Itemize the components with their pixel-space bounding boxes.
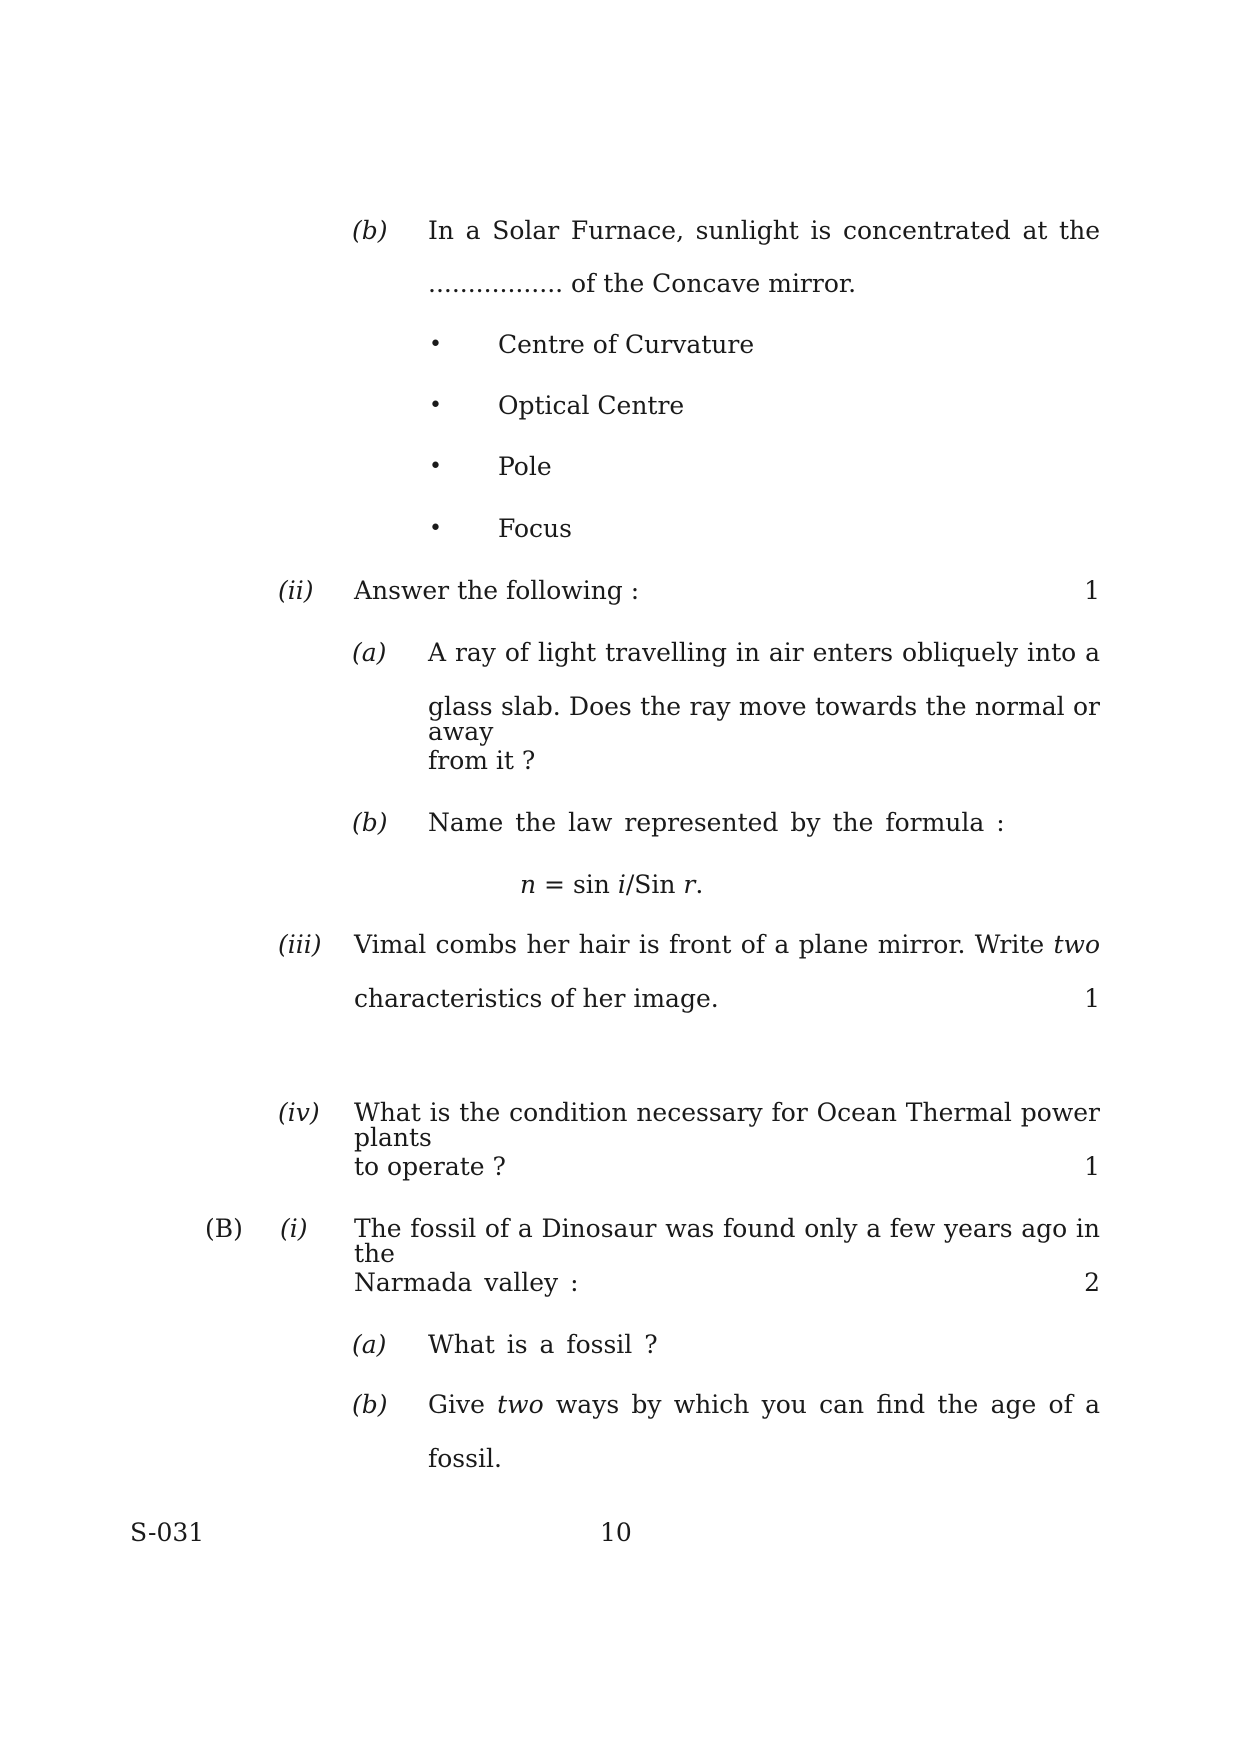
formula-var: r bbox=[683, 870, 696, 899]
question-label: (i) bbox=[280, 1214, 308, 1243]
marks: 1 bbox=[1084, 576, 1100, 605]
bullet-icon: • bbox=[429, 393, 442, 418]
page-number: 10 bbox=[600, 1518, 632, 1547]
question-label: (b) bbox=[352, 1390, 388, 1419]
emphasis: two bbox=[497, 1390, 544, 1419]
question-text: Narmada valley : bbox=[354, 1268, 579, 1297]
formula-part: = sin bbox=[536, 870, 618, 899]
paper-code: S-031 bbox=[130, 1518, 205, 1547]
marks: 1 bbox=[1084, 1152, 1100, 1181]
marks: 1 bbox=[1084, 984, 1100, 1013]
option-item: Focus bbox=[498, 514, 572, 543]
bullet-icon: • bbox=[429, 516, 442, 541]
question-label: (a) bbox=[352, 638, 387, 667]
question-label: (b) bbox=[352, 808, 388, 837]
question-text: characteristics of her image. bbox=[354, 984, 719, 1013]
question-text: The fossil of a Dinosaur was found only a few years ago in the bbox=[354, 1214, 1100, 1268]
bullet-icon: • bbox=[429, 454, 442, 479]
question-text bbox=[428, 1392, 1100, 1417]
formula-var: i bbox=[617, 870, 626, 899]
question-text: In a Solar Furnace, sunlight is concentrated at the bbox=[428, 216, 1100, 245]
text-part: ways by which you can find the age of a bbox=[555, 1390, 1100, 1419]
section-label: (B) bbox=[205, 1214, 243, 1243]
question-text: fossil. bbox=[428, 1444, 502, 1473]
question-text: ................. of the Concave mirror. bbox=[428, 269, 857, 298]
question-label: (iii) bbox=[278, 930, 322, 959]
question-text: What is a fossil ? bbox=[428, 1330, 658, 1359]
question-label: (ii) bbox=[278, 576, 314, 605]
formula-var: n bbox=[520, 870, 537, 899]
question-text: from it ? bbox=[428, 746, 536, 775]
question-text: Name the law represented by the formula : bbox=[428, 808, 1005, 837]
question-text: glass slab. Does the ray move towards the normal or away bbox=[428, 692, 1100, 746]
text-part: Vimal combs her hair is front of a plane mirror. Write bbox=[354, 930, 1045, 959]
formula-part: /Sin bbox=[625, 870, 684, 899]
question-text: to operate ? bbox=[354, 1152, 506, 1181]
option-item: Centre of Curvature bbox=[498, 330, 755, 359]
option-item: Optical Centre bbox=[498, 391, 685, 420]
bullet-icon: • bbox=[429, 332, 442, 357]
marks: 2 bbox=[1084, 1268, 1100, 1297]
question-text: Answer the following : bbox=[354, 576, 640, 605]
option-item: Pole bbox=[498, 452, 552, 481]
text-part: Give bbox=[428, 1390, 485, 1419]
formula bbox=[520, 872, 703, 897]
label-text: (b) bbox=[352, 216, 388, 245]
question-label: (iv) bbox=[278, 1098, 320, 1127]
formula-part: . bbox=[695, 870, 704, 899]
emphasis: two bbox=[1053, 930, 1100, 959]
question-label bbox=[352, 218, 388, 243]
question-text: What is the condition necessary for Ocean Thermal power plants bbox=[354, 1098, 1100, 1152]
question-text: A ray of light travelling in air enters obliquely into a bbox=[428, 638, 1100, 667]
question-text bbox=[354, 932, 1100, 957]
question-label: (a) bbox=[352, 1330, 387, 1359]
